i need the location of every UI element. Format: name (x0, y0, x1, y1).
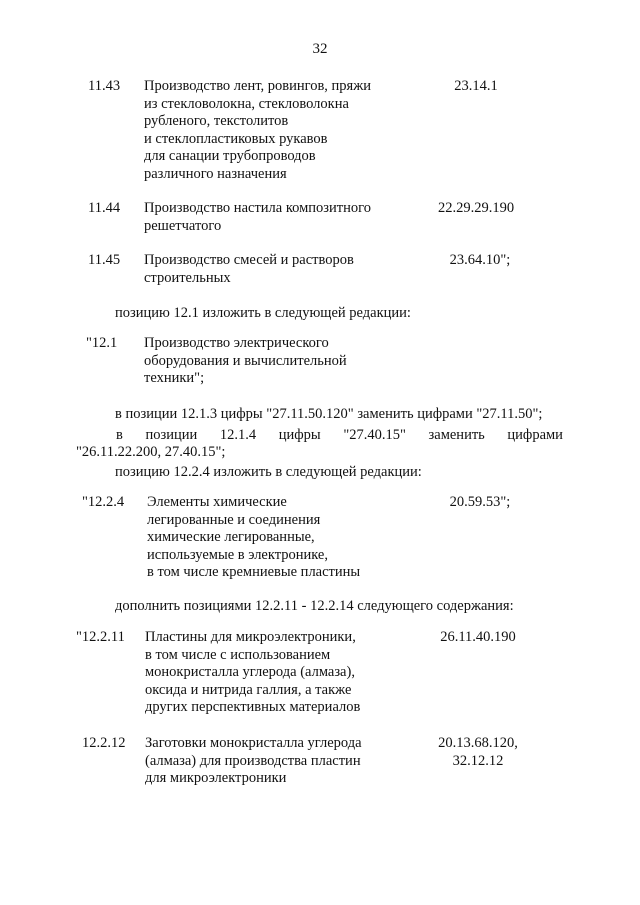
row-number: "12.1 (86, 335, 118, 351)
description-line: различного назначения (144, 165, 287, 182)
row-code (420, 494, 540, 512)
paragraph-position-12-1-3: в позиции 12.1.3 цифры "27.11.50.120" заменить цифрами "27.11.50"; (115, 406, 543, 422)
code-line: 32.12.12 (452, 752, 504, 769)
paragraph-position-12-1: позицию 12.1 изложить в следующей редакции: (115, 305, 411, 321)
description-line: легированные и соединения (147, 511, 321, 528)
description-line: оксида и нитрида галлия, а также (145, 681, 352, 698)
row-code (418, 735, 538, 770)
justified-line (116, 427, 563, 445)
description-line: Производство лент, ровингов, пряжи (144, 78, 371, 94)
row-code (416, 78, 536, 96)
row-number: 11.43 (88, 78, 121, 94)
row-number: 11.45 (88, 252, 121, 268)
word: цифрами (507, 427, 563, 443)
row-description (144, 252, 414, 287)
row-description (145, 629, 415, 717)
code-line: 23.64.10"; (449, 252, 511, 268)
description-line: строительных (144, 269, 231, 286)
row-number: 12.2.12 (82, 735, 126, 751)
description-line: для микроэлектроники (145, 770, 287, 786)
description-line: Производство настила композитного (144, 200, 371, 216)
description-line: в том числе кремниевые пластины (147, 564, 361, 580)
description-line: рубленого, текстолитов (144, 113, 289, 129)
continuation-line: "26.11.22.200, 27.40.15"; (76, 444, 226, 460)
description-line: оборудования и вычислительной (144, 352, 347, 369)
page-number: 32 (312, 41, 328, 57)
description-line: Заготовки монокристалла углерода (145, 735, 362, 751)
row-description (144, 78, 414, 183)
description-line: других перспективных материалов (145, 699, 361, 715)
description-line: из стекловолокна, стекловолокна (144, 95, 349, 112)
row-description (144, 200, 414, 235)
row-code (418, 629, 538, 647)
row-code (416, 200, 536, 218)
row-description (147, 494, 417, 582)
code-line: 22.29.29.190 (437, 200, 515, 216)
word: "27.40.15" (343, 427, 406, 443)
word: цифры (278, 427, 321, 443)
paragraph-position-12-2-4: позицию 12.2.4 изложить в следующей редакции: (115, 464, 422, 480)
description-line: химические легированные, (147, 529, 315, 545)
description-line: техники"; (144, 370, 205, 386)
word: в (116, 427, 123, 443)
row-description (144, 335, 414, 388)
row-description (145, 735, 415, 788)
description-line: Элементы химические (147, 494, 287, 510)
paragraph-add-positions: дополнить позициями 12.2.11 - 12.2.14 следующего содержания: (115, 598, 514, 614)
description-line: Производство электрического (144, 335, 329, 351)
description-line: используемые в электронике, (147, 546, 328, 563)
row-number: "12.2.11 (76, 629, 125, 645)
code-line: 20.13.68.120, (438, 735, 518, 751)
code-line: 26.11.40.190 (440, 629, 516, 645)
word: 12.1.4 (219, 427, 257, 443)
row-code (420, 252, 540, 270)
word: позиции (145, 427, 198, 443)
description-line: (алмаза) для производства пластин (145, 752, 361, 769)
description-line: в том числе с использованием (145, 646, 331, 663)
description-line: Производство смесей и растворов (144, 252, 354, 268)
description-line: для санации трубопроводов (144, 148, 316, 164)
description-line: монокристалла углерода (алмаза), (145, 664, 355, 680)
row-number: 11.44 (88, 200, 121, 216)
code-line: 23.14.1 (454, 78, 498, 94)
description-line: и стеклопластиковых рукавов (144, 130, 328, 147)
description-line: Пластины для микроэлектроники, (145, 629, 356, 645)
code-line: 20.59.53"; (449, 494, 511, 510)
word: заменить (428, 427, 485, 443)
description-line: решетчатого (144, 217, 222, 234)
row-number: "12.2.4 (82, 494, 125, 510)
